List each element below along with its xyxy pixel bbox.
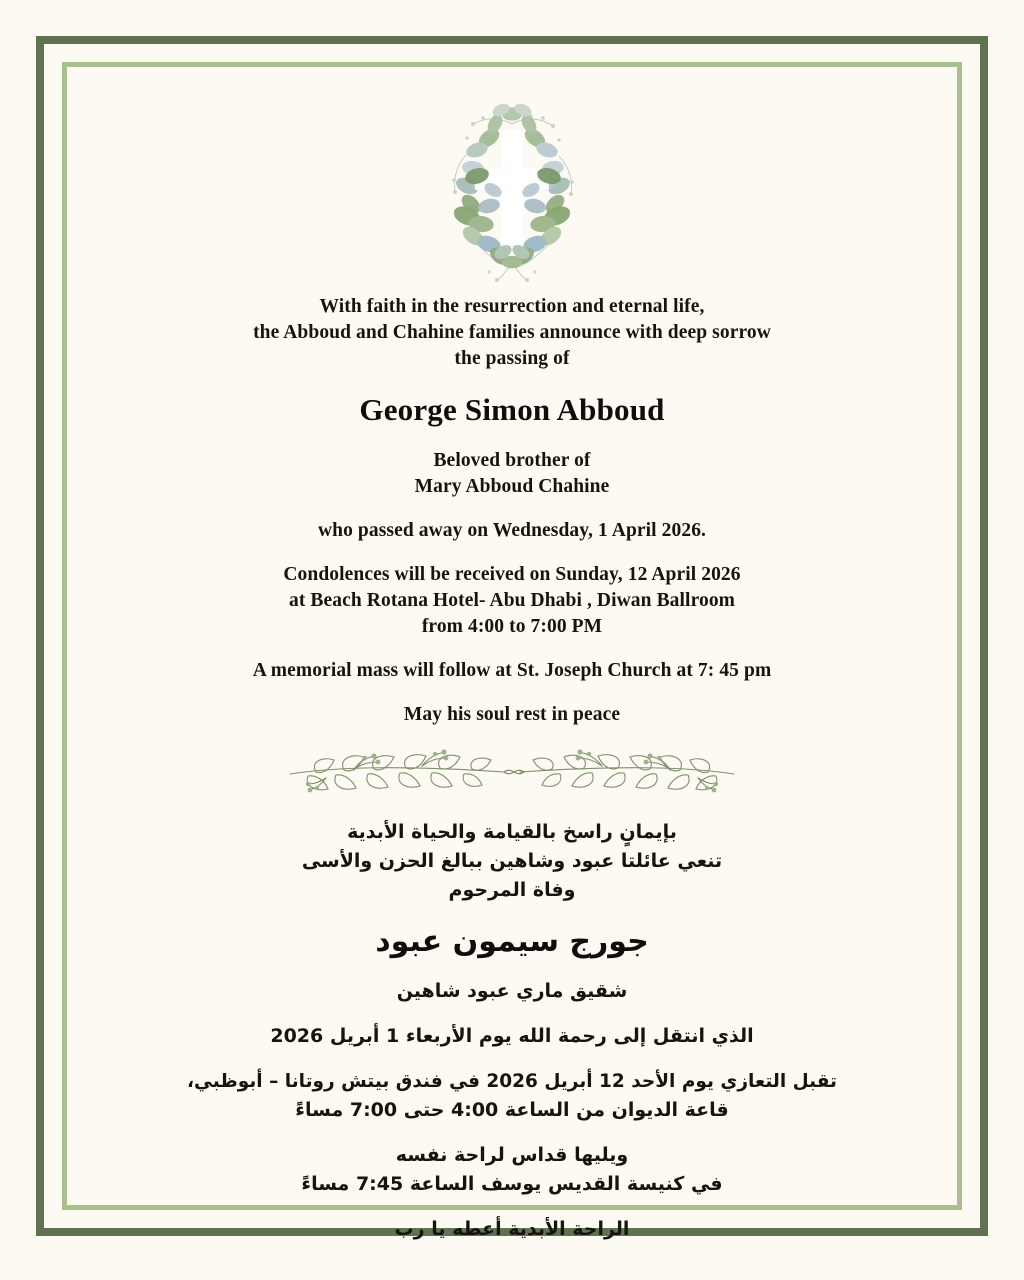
arabic-relation	[90, 977, 934, 1006]
deceased-name-arabic: جورج سيمون عبود	[375, 924, 649, 959]
english-relation-line-2: Mary Abboud Chahine	[414, 476, 610, 497]
english-condolences-line-1: Condolences will be received on Sunday, 12 April 2026	[283, 564, 741, 585]
english-intro-line-3: the passing of	[454, 348, 570, 369]
arabic-condolences-line-1: تقبل التعازي يوم الأحد 12 أبريل 2026 في فندق بيتش روتانا – أبوظبي،	[187, 1071, 837, 1092]
arabic-closing	[90, 1215, 934, 1244]
arabic-intro-line-3: وفاة المرحوم	[448, 879, 576, 901]
english-intro-line-2: the Abboud and Chahine families announce with deep sorrow	[253, 322, 771, 343]
english-passing	[90, 518, 934, 544]
english-passing-line: who passed away on Wednesday, 1 April 2026.	[317, 520, 707, 541]
english-intro	[90, 294, 934, 372]
arabic-condolences-line-2: قاعة الديوان من الساعة 4:00 حتى 7:00 مساءً	[295, 1099, 729, 1121]
floral-cross-emblem	[437, 94, 587, 284]
botanical-vine-divider	[282, 744, 742, 800]
english-condolences-line-2: at Beach Rotana Hotel- Abu Dhabi , Diwan Ballroom	[288, 590, 736, 611]
english-condolences-line-3: from 4:00 to 7:00 PM	[421, 616, 603, 637]
english-relation	[90, 448, 934, 500]
english-memorial-mass	[90, 658, 934, 684]
arabic-relation-line: شقيق ماري عبود شاهين	[396, 980, 628, 1002]
arabic-intro-line-2: تنعي عائلتا عبود وشاهين ببالغ الحزن والأسى	[301, 850, 723, 872]
arabic-intro	[90, 818, 934, 905]
arabic-section	[90, 818, 934, 1244]
arabic-intro-line-1: بإيمانٍ راسخ بالقيامة والحياة الأبدية	[347, 821, 677, 843]
arabic-memorial-mass	[90, 1141, 934, 1199]
english-closing	[90, 702, 934, 728]
english-section	[90, 294, 934, 728]
english-intro-line-1: With faith in the resurrection and eternal life,	[319, 296, 705, 317]
arabic-passing-line: الذي انتقل إلى رحمة الله يوم الأربعاء 1 أبريل 2026	[270, 1025, 754, 1047]
deceased-name-english: George Simon Abboud	[359, 392, 665, 427]
arabic-condolences	[90, 1067, 934, 1125]
english-condolences	[90, 562, 934, 640]
english-closing-line: May his soul rest in peace	[403, 704, 621, 725]
arabic-mass-line-1: ويليها قداس لراحة نفسه	[395, 1144, 629, 1166]
card-content	[90, 80, 934, 1240]
english-relation-line-1: Beloved brother of	[433, 450, 591, 471]
arabic-closing-line: الراحة الأبدية أعطه يا رب	[394, 1218, 630, 1240]
arabic-passing	[90, 1022, 934, 1051]
arabic-mass-line-2: في كنيسة القديس يوسف الساعة 7:45 مساءً	[301, 1173, 723, 1195]
english-mass-line: A memorial mass will follow at St. Joseph Church at 7: 45 pm	[252, 660, 772, 681]
